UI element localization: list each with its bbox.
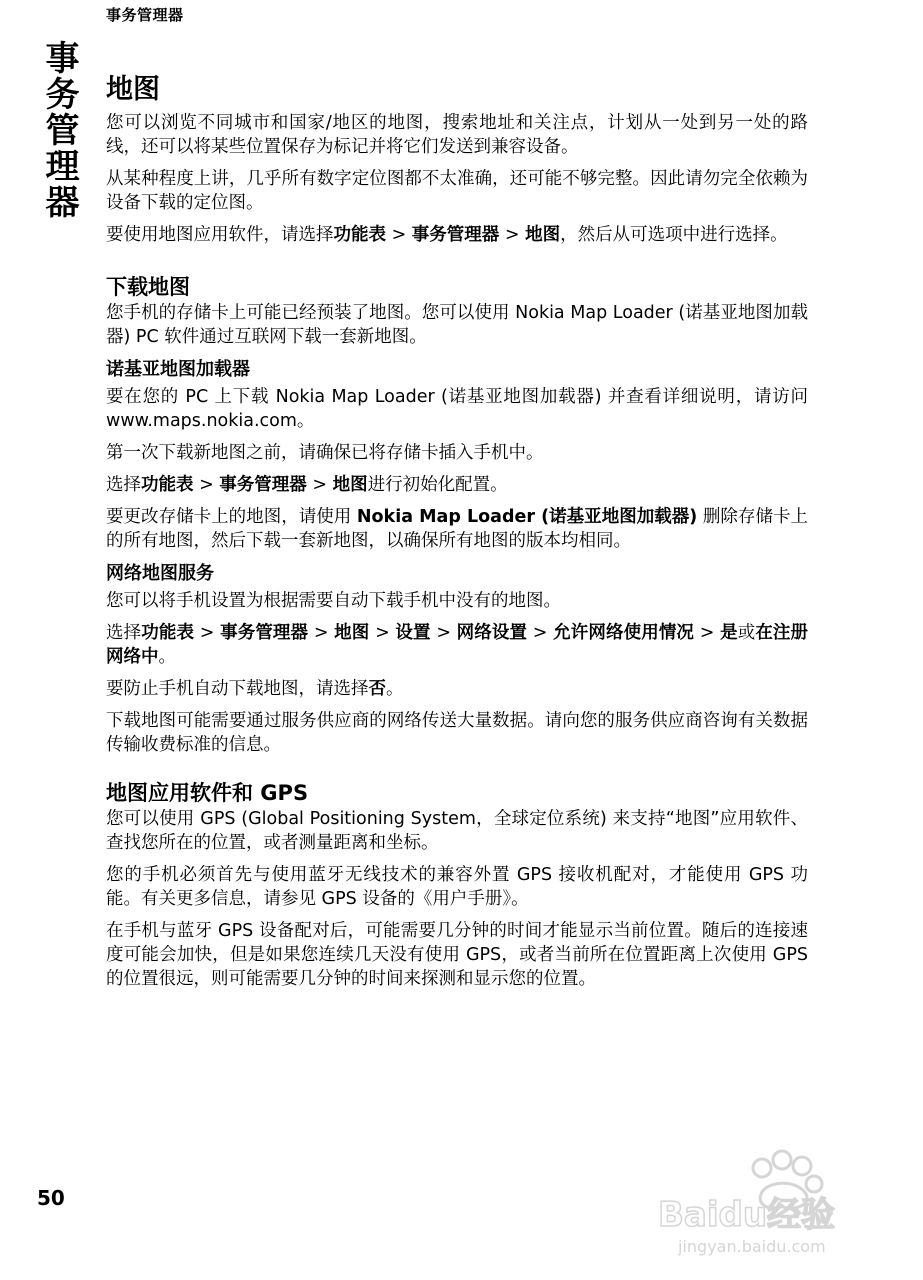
menu-item: 事务管理器 <box>220 623 309 643</box>
menu-item: 地图 <box>525 225 561 245</box>
app-name: Nokia Map Loader (诺基亚地图加载器) <box>356 507 698 527</box>
menu-item: 事务管理器 <box>411 225 500 245</box>
paragraph: 您可以将手机设置为根据需要自动下载手机中没有的地图。 <box>106 591 561 611</box>
page-content <box>106 72 808 999</box>
paragraph: 您手机的存储卡上可能已经预装了地图。您可以使用 Nokia Map Loader (诺基亚地图加载器) PC 软件通过互联网下载一套新地图。 <box>106 303 808 347</box>
watermark-brand: Baidu经验 <box>658 1195 836 1235</box>
paragraph: 下载地图可能需要通过服务供应商的网络传送大量数据。请向您的服务供应商咨询有关数据传输收费标准的信息。 <box>106 711 808 755</box>
menu-item: 功能表 <box>141 623 195 643</box>
paw-icon <box>650 1140 900 1260</box>
section-title-gps: 地图应用软件和 GPS <box>106 781 309 805</box>
paragraph: 第一次下载新地图之前，请确保已将存储卡插入手机中。 <box>106 443 544 463</box>
menu-item: 地图 <box>334 623 370 643</box>
side-tab-label: 事务管理器 <box>39 40 79 220</box>
menu-item: 地图 <box>332 475 368 495</box>
baidu-watermark <box>650 1140 900 1260</box>
paragraph-menu-path: 选择功能表 > 事务管理器 > 地图进行初始化配置。 <box>106 475 508 495</box>
menu-item: 功能表 <box>141 475 194 495</box>
paragraph: 您可以使用 GPS (Global Positioning System，全球定位系统) 来支持“地图”应用软件、查找您所在的位置，或者测量距离和坐标。 <box>106 809 808 853</box>
paragraph: 从某种程度上讲，几乎所有数字定位图都不太准确，还可能不够完整。因此请勿完全依赖为设备下载的定位图。 <box>106 169 808 213</box>
page-number: 50 <box>37 1186 65 1210</box>
paragraph: 要防止手机自动下载地图，请选择否。 <box>106 679 404 699</box>
paragraph: 您可以浏览不同城市和国家/地区的地图，搜索地址和关注点，计划从一处到另一处的路线，还可以将某些位置保存为标记并将它们发送到兼容设备。 <box>106 113 808 157</box>
menu-item: 设置 <box>395 623 431 643</box>
menu-item: 事务管理器 <box>219 475 307 495</box>
subsection-title-network: 网络地图服务 <box>106 563 214 584</box>
menu-item: 允许网络使用情况 <box>553 623 695 643</box>
menu-item: 功能表 <box>333 225 386 245</box>
menu-item: 否 <box>368 679 386 699</box>
paragraph-menu-path: 选择功能表 > 事务管理器 > 地图 > 设置 > 网络设置 > 允许网络使用情况 > 是或在注册网络中。 <box>106 623 809 667</box>
subsection-title-loader: 诺基亚地图加载器 <box>106 359 250 380</box>
section-title-download: 下载地图 <box>106 275 190 299</box>
menu-item: 是 <box>720 623 738 643</box>
menu-item: 网络设置 <box>456 623 528 643</box>
paragraph: 要更改存储卡上的地图，请使用 Nokia Map Loader (诺基亚地图加载器) 删除存储卡上的所有地图，然后下载一套新地图，以确保所有地图的版本均相同。 <box>106 507 809 551</box>
paragraph-menu-path: 要使用地图应用软件，请选择功能表 > 事务管理器 > 地图，然后从可选项中进行选择。 <box>106 225 788 245</box>
menu-item: 在注册网络中 <box>106 623 809 667</box>
watermark-url: jingyan.baidu.com <box>678 1237 826 1256</box>
running-header: 事务管理器 <box>106 6 184 24</box>
section-title-maps: 地图 <box>106 74 160 105</box>
paragraph: 您的手机必须首先与使用蓝牙无线技术的兼容外置 GPS 接收机配对，才能使用 GPS 功能。有关更多信息，请参见 GPS 设备的《用户手册》。 <box>106 865 808 909</box>
paragraph: 在手机与蓝牙 GPS 设备配对后，可能需要几分钟的时间才能显示当前位置。随后的连接速度可能会加快，但是如果您连续几天没有使用 GPS，或者当前所在位置距离上次使用 GPS 的位置很远，则可能需要几分钟的时间来探测和显示您的位置。 <box>106 921 808 989</box>
paragraph: 要在您的 PC 上下载 Nokia Map Loader (诺基亚地图加载器) 并查看详细说明，请访问 www.maps.nokia.com。 <box>106 387 808 431</box>
